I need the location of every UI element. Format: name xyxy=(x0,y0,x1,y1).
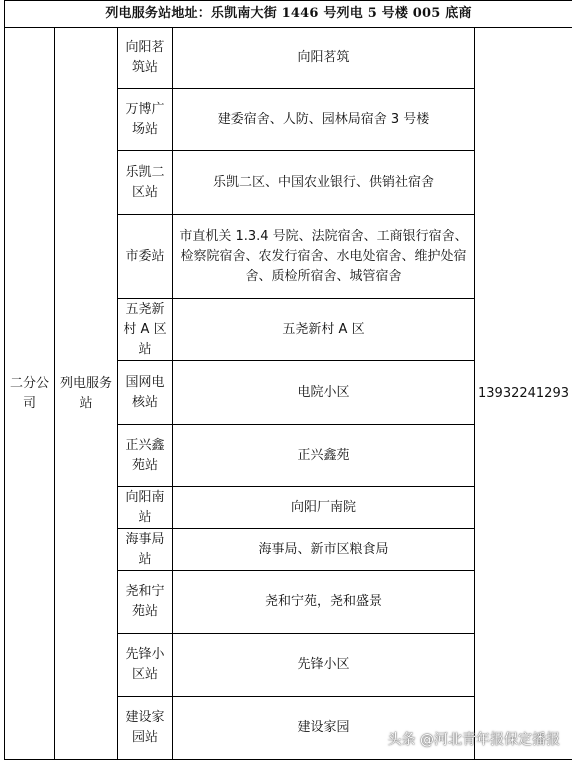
sub-station-cell: 市委站 xyxy=(118,215,173,299)
company-cell: 二分公司 xyxy=(5,28,55,760)
service-area-cell: 建委宿舍、人防、园林局宿舍 3 号楼 xyxy=(173,89,475,151)
sub-station-cell: 海事局站 xyxy=(118,529,173,571)
service-area-cell: 尧和宁苑，尧和盛景 xyxy=(173,571,475,634)
sub-station-cell: 万博广场站 xyxy=(118,89,173,151)
sub-station-cell: 向阳茗筑站 xyxy=(118,28,173,89)
sub-station-cell: 先锋小区站 xyxy=(118,634,173,697)
service-area-cell: 电院小区 xyxy=(173,361,475,425)
sub-station-cell: 国网电核站 xyxy=(118,361,173,425)
service-area-cell: 向阳茗筑 xyxy=(173,28,475,89)
phone-cell: 13932241293 xyxy=(475,28,572,760)
sub-station-cell: 建设家园站 xyxy=(118,697,173,760)
header-row xyxy=(5,1,572,28)
service-area-cell: 乐凯二区、中国农业银行、供销社宿舍 xyxy=(173,151,475,215)
service-area-cell: 海事局、新市区粮食局 xyxy=(173,529,475,571)
service-area-cell: 建设家园 xyxy=(173,697,475,760)
station-cell: 列电服务站 xyxy=(55,28,118,760)
source-watermark: 头条 @河北青年报保定播报 xyxy=(387,732,560,748)
service-area-cell: 正兴鑫苑 xyxy=(173,425,475,487)
sub-station-cell: 乐凯二区站 xyxy=(118,151,173,215)
sub-station-cell: 尧和宁苑站 xyxy=(118,571,173,634)
sub-station-cell: 向阳南站 xyxy=(118,487,173,529)
station-address-header: 列电服务站地址：乐凯南大街 1446 号列电 5 号楼 005 底商 xyxy=(5,1,572,28)
service-area-cell: 向阳厂南院 xyxy=(173,487,475,529)
sub-station-cell: 五尧新村 A 区站 xyxy=(118,299,173,361)
table-row xyxy=(5,28,572,89)
service-area-cell: 先锋小区 xyxy=(173,634,475,697)
sub-station-cell: 正兴鑫苑站 xyxy=(118,425,173,487)
service-area-cell: 五尧新村 A 区 xyxy=(173,299,475,361)
service-station-table xyxy=(4,0,572,760)
service-area-cell: 市直机关 1.3.4 号院、法院宿舍、工商银行宿舍、检察院宿舍、农发行宿舍、水电处宿舍、维护处宿舍、质检所宿舍、城管宿舍 xyxy=(173,215,475,299)
